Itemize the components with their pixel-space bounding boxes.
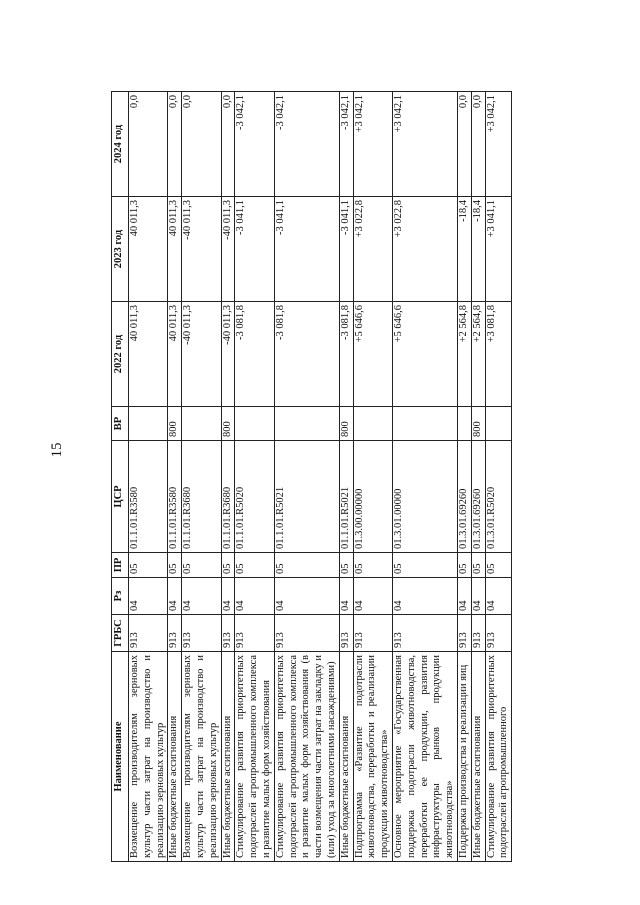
cell-rz: 04 [485,578,512,615]
cell-y2022: 40 011,3 [129,302,168,407]
table-row [339,92,353,862]
table-row [392,92,457,862]
cell-y2024: +3 042,1 [353,92,392,197]
table-row [485,92,512,862]
cell-y2024: -3 042,1 [274,92,339,197]
header-2023: 2023 год [112,197,129,302]
cell-y2023: +3 041,1 [485,197,512,302]
cell-name: Иные бюджетные ассигнования [471,652,485,862]
cell-vr [182,407,221,441]
cell-pr: 05 [182,553,221,578]
cell-y2022: -40 011,3 [182,302,221,407]
cell-rz: 04 [392,578,457,615]
cell-grbs: 913 [168,615,182,652]
cell-name: Стимулирование развития приоритетных подотраслей агропромышленного [485,652,512,862]
page-number: 15 [49,442,65,458]
cell-pr: 05 [221,553,235,578]
cell-y2024: 0,0 [457,92,471,197]
header-2024: 2024 год [112,92,129,197]
cell-y2022: +2 564,8 [457,302,471,407]
cell-pr: 05 [235,553,274,578]
cell-y2024: +3 042,1 [485,92,512,197]
cell-name: Возмещение производителям зерновых культур части затрат на производство и реализацию зерновых культур [129,652,168,862]
cell-csr: 01.3.01.69260 [471,441,485,553]
cell-y2023: -40 011,3 [221,197,235,302]
budget-table [111,91,512,862]
cell-vr [392,407,457,441]
header-csr: ЦСР [112,441,129,553]
cell-pr: 05 [129,553,168,578]
cell-grbs: 913 [235,615,274,652]
cell-name: Поддержка производства и реализации яиц [457,652,471,862]
cell-grbs: 913 [353,615,392,652]
cell-name: Стимулирование развития приоритетных подотраслей агропромышленного комплекса и развитие малых форм хозяйствования [235,652,274,862]
cell-pr: 05 [339,553,353,578]
cell-vr: 800 [168,407,182,441]
cell-name: Основное мероприятие «Государственная поддержка подотрасли животноводства, переработки ее продукции, развития инфраструктуры рынков продукции животноводства» [392,652,457,862]
table-row [129,92,168,862]
cell-rz: 04 [235,578,274,615]
cell-vr [457,407,471,441]
cell-y2023: +3 022,8 [353,197,392,302]
cell-csr: 01.1.01.R3580 [129,441,168,553]
cell-grbs: 913 [274,615,339,652]
cell-csr: 01.1.01.R5021 [274,441,339,553]
cell-csr: 01.3.00.00000 [353,441,392,553]
cell-rz: 04 [129,578,168,615]
cell-grbs: 913 [471,615,485,652]
table-row [182,92,221,862]
cell-vr: 800 [471,407,485,441]
cell-rz: 04 [168,578,182,615]
cell-pr: 05 [471,553,485,578]
cell-y2024: -3 042,1 [235,92,274,197]
cell-csr: 01.1.01.R5020 [235,441,274,553]
cell-grbs: 913 [485,615,512,652]
cell-grbs: 913 [339,615,353,652]
table-row [168,92,182,862]
cell-y2022: -40 011,3 [221,302,235,407]
cell-y2024: 0,0 [129,92,168,197]
cell-y2024: 0,0 [221,92,235,197]
cell-vr [353,407,392,441]
table-row [235,92,274,862]
cell-y2022: +2 564,8 [471,302,485,407]
table-row [274,92,339,862]
cell-y2023: -3 041,1 [235,197,274,302]
header-name: Наименование [112,652,129,862]
header-2022: 2022 год [112,302,129,407]
table-header-row [112,92,129,862]
cell-csr: 01.1.01.R3580 [168,441,182,553]
table-row [457,92,471,862]
cell-grbs: 913 [221,615,235,652]
cell-y2024: 0,0 [168,92,182,197]
cell-y2022: -3 081,8 [274,302,339,407]
cell-vr [485,407,512,441]
cell-name: Стимулирование развития приоритетных подотраслей агропромышленного комплекса и развитие малых форм хозяйствования (в части возмещения части затрат на закладку и (или) уход за многолетними насаждениями) [274,652,339,862]
budget-table-container [111,92,581,862]
cell-y2022: +3 081,8 [485,302,512,407]
cell-rz: 04 [353,578,392,615]
cell-y2022: +5 646,6 [392,302,457,407]
cell-y2023: -18,4 [457,197,471,302]
cell-rz: 04 [221,578,235,615]
cell-grbs: 913 [182,615,221,652]
cell-y2023: 40 011,3 [168,197,182,302]
cell-name: Иные бюджетные ассигнования [221,652,235,862]
cell-y2022: 40 011,3 [168,302,182,407]
cell-y2022: -3 081,8 [339,302,353,407]
table-row [221,92,235,862]
cell-y2023: +3 022,8 [392,197,457,302]
cell-pr: 05 [392,553,457,578]
cell-y2023: -40 011,3 [182,197,221,302]
table-row [471,92,485,862]
cell-vr [274,407,339,441]
cell-pr: 05 [353,553,392,578]
table-row [353,92,392,862]
cell-y2022: -3 081,8 [235,302,274,407]
cell-y2023: -3 041,1 [274,197,339,302]
cell-name: Иные бюджетные ассигнования [339,652,353,862]
cell-csr: 01.1.01.R5021 [339,441,353,553]
cell-grbs: 913 [392,615,457,652]
cell-rz: 04 [339,578,353,615]
cell-rz: 04 [471,578,485,615]
cell-csr: 01.1.01.R3680 [221,441,235,553]
cell-y2024: 0,0 [182,92,221,197]
header-grbs: ГРБС [112,615,129,652]
cell-vr [235,407,274,441]
cell-y2024: 0,0 [471,92,485,197]
cell-csr: 01.3.01.R5020 [485,441,512,553]
cell-pr: 05 [485,553,512,578]
table-body [129,92,512,862]
cell-pr: 05 [168,553,182,578]
header-rz: Рз [112,578,129,615]
cell-pr: 05 [457,553,471,578]
cell-csr: 01.3.01.69260 [457,441,471,553]
cell-rz: 04 [274,578,339,615]
header-vr: ВР [112,407,129,441]
cell-csr: 01.3.01.00000 [392,441,457,553]
cell-y2022: +5 646,6 [353,302,392,407]
cell-pr: 05 [274,553,339,578]
cell-csr: 01.1.01.R3680 [182,441,221,553]
cell-y2023: 40 011,3 [129,197,168,302]
cell-grbs: 913 [457,615,471,652]
cell-vr [129,407,168,441]
cell-y2023: -3 041,1 [339,197,353,302]
cell-rz: 04 [457,578,471,615]
cell-rz: 04 [182,578,221,615]
header-pr: ПР [112,553,129,578]
cell-name: Иные бюджетные ассигнования [168,652,182,862]
cell-y2024: -3 042,1 [339,92,353,197]
cell-name: Возмещение производителям зерновых культур части затрат на производство и реализацию зерновых культур [182,652,221,862]
cell-name: Подпрограмма «Развитие подотрасли животноводства, переработки и реализации продукции животноводства» [353,652,392,862]
cell-vr: 800 [339,407,353,441]
cell-y2023: -18,4 [471,197,485,302]
cell-grbs: 913 [129,615,168,652]
cell-y2024: +3 042,1 [392,92,457,197]
cell-vr: 800 [221,407,235,441]
